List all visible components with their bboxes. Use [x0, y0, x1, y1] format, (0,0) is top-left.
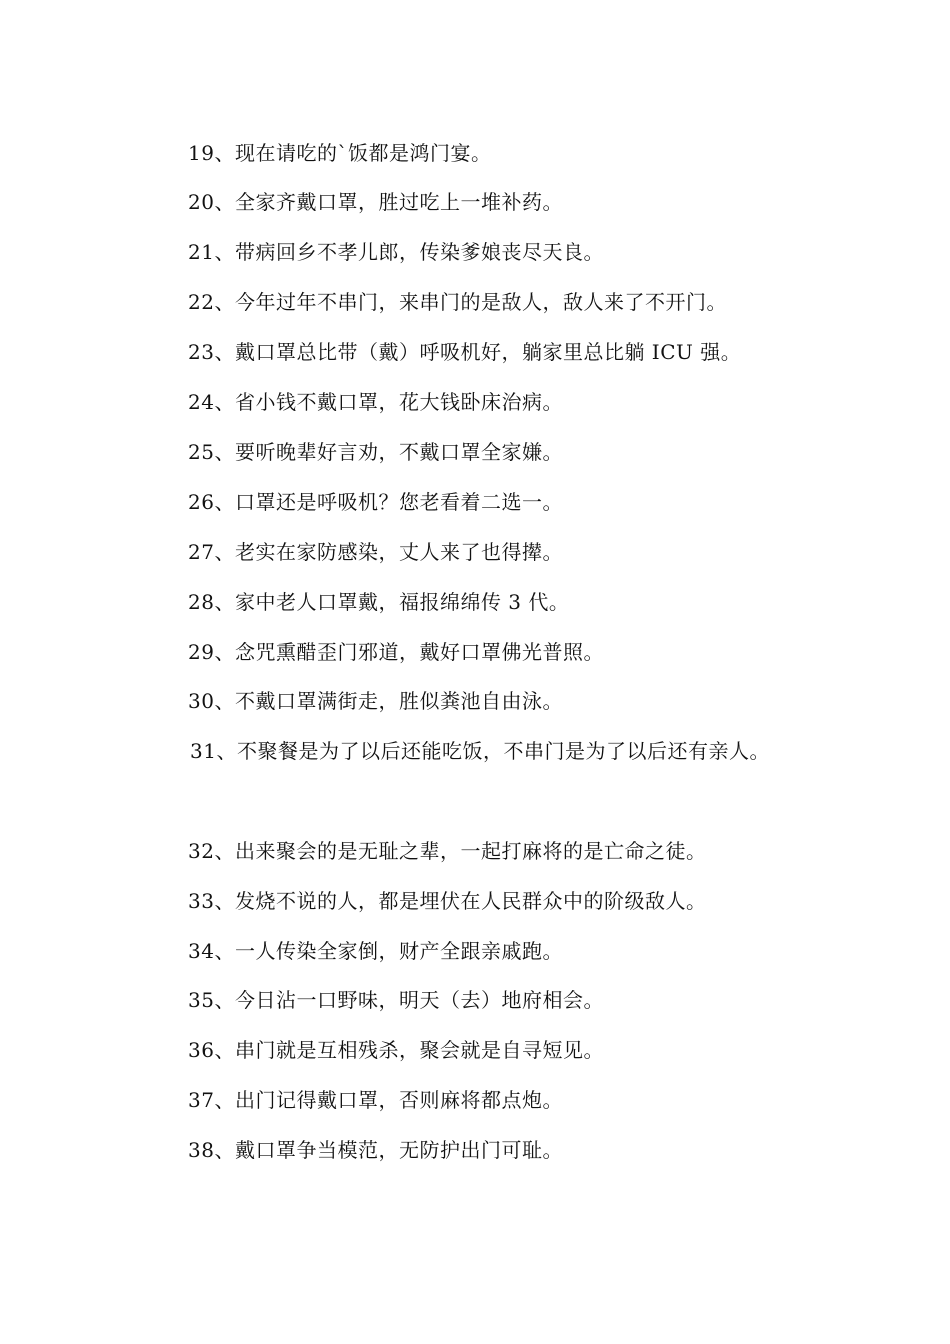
list-item: 33、发烧不说的人，都是埋伏在人民群众中的阶级敌人。 — [188, 889, 707, 913]
list-item: 31、不聚餐是为了以后还能吃饭，不串门是为了以后还有亲人。 — [190, 739, 770, 763]
list-item: 37、出门记得戴口罩，否则麻将都点炮。 — [188, 1088, 563, 1112]
list-item: 32、出来聚会的是无耻之辈，一起打麻将的是亡命之徒。 — [188, 839, 707, 863]
list-item: 25、要听晚辈好言劝，不戴口罩全家嫌。 — [188, 440, 563, 464]
list-item: 35、今日沾一口野味，明天（去）地府相会。 — [188, 988, 604, 1012]
list-item: 22、今年过年不串门，来串门的是敌人，敌人来了不开门。 — [188, 290, 727, 314]
list-item: 28、家中老人口罩戴，福报绵绵传 3 代。 — [188, 590, 570, 614]
list-item: 21、带病回乡不孝儿郎，传染爹娘丧尽天良。 — [188, 240, 604, 264]
list-item: 19、现在请吃的`饭都是鸿门宴。 — [188, 141, 492, 165]
list-item: 20、全家齐戴口罩，胜过吃上一堆补药。 — [188, 190, 563, 214]
list-item: 36、串门就是互相残杀，聚会就是自寻短见。 — [188, 1038, 604, 1062]
list-item: 23、戴口罩总比带（戴）呼吸机好，躺家里总比躺 ICU 强。 — [188, 340, 742, 364]
list-item: 29、念咒熏醋歪门邪道，戴好口罩佛光普照。 — [188, 640, 604, 664]
list-item: 30、不戴口罩满街走，胜似粪池自由泳。 — [188, 689, 563, 713]
list-item: 38、戴口罩争当模范，无防护出门可耻。 — [188, 1138, 563, 1162]
list-item: 26、口罩还是呼吸机？您老看着二选一。 — [188, 490, 563, 514]
list-item: 34、一人传染全家倒，财产全跟亲戚跑。 — [188, 939, 563, 963]
list-item: 27、老实在家防感染，丈人来了也得撵。 — [188, 540, 563, 564]
list-item: 24、省小钱不戴口罩，花大钱卧床治病。 — [188, 390, 563, 414]
